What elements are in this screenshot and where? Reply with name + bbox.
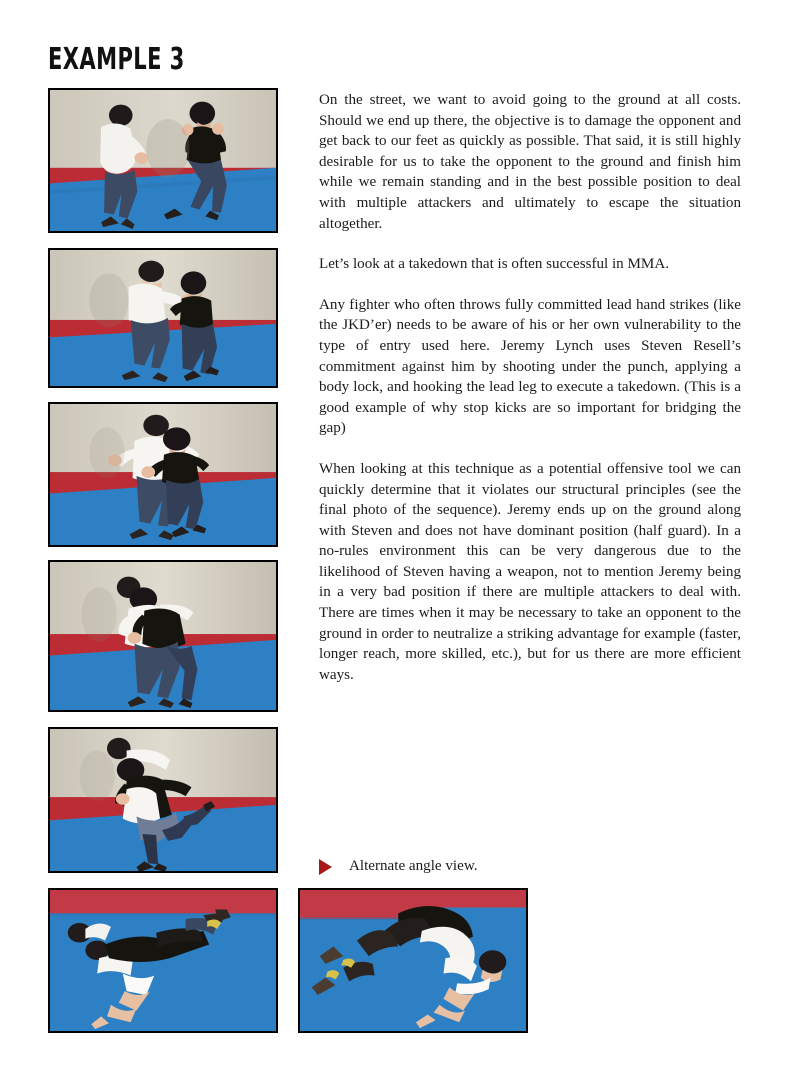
sequence-photo-6 (48, 888, 278, 1033)
sequence-photo-3 (48, 402, 278, 547)
paragraph-1: On the street, we want to avoid going to the ground at all costs. Should we end up there, the objective is to damage the opponent and get back to our feet as quickly as possible. That said, it is still highly desirable for us to take the opponent to the ground and finish him while we remain standing and in the best possible position to deal with multiple attackers and ultimately to escape the situation altogether. (319, 92, 741, 232)
photo-image-5 (50, 729, 276, 871)
triangle-right-icon (319, 859, 332, 875)
photo-image-3 (50, 404, 276, 545)
page-title: EXAMPLE 3 (48, 42, 185, 77)
paragraph-4: When looking at this technique as a potential offensive tool we can quickly determine that it violates our structural principles (see the final photo of the sequence). Jeremy ends up on the ground along with Steven and does not have dominant position (half guard). In a no-rules environment this can be very dangerous due to the likelihood of Steven having a weapon, not to mention Jeremy being in a very bad position if there are multiple attackers to deal with. There are times when it may be necessary to take an opponent to the ground in order to neutralize a striking advantage for example (faster, longer reach, more skilled, etc.), but for us there are more efficient ways. (319, 460, 741, 683)
sequence-photo-2 (48, 248, 278, 388)
photo-image-1 (50, 90, 276, 231)
photo-image-4 (50, 562, 276, 710)
caption-label: Alternate angle view. (349, 858, 478, 874)
photo-caption (319, 858, 478, 875)
photo-image-7 (300, 890, 526, 1031)
sequence-photo-1 (48, 88, 278, 233)
photo-image-6 (50, 890, 276, 1031)
paragraph-3: Any fighter who often throws fully committed lead hand strikes (like the JKD’er) needs to be aware of his or her own vulnerability to the type of entry used here. Jeremy Lynch uses Steven Resell’s commitment against him by shooting under the punch, applying a body lock, and hooking the lead leg to execute a takedown. (This is a good example of why stop kicks are so important for bridging the gap) (319, 296, 741, 437)
article-body (319, 90, 741, 685)
sequence-photo-4 (48, 560, 278, 712)
photo-image-2 (50, 250, 276, 386)
paragraph-2: Let’s look at a takedown that is often successful in MMA. (319, 256, 670, 273)
sequence-photo-5 (48, 727, 278, 873)
sequence-photo-7 (298, 888, 528, 1033)
